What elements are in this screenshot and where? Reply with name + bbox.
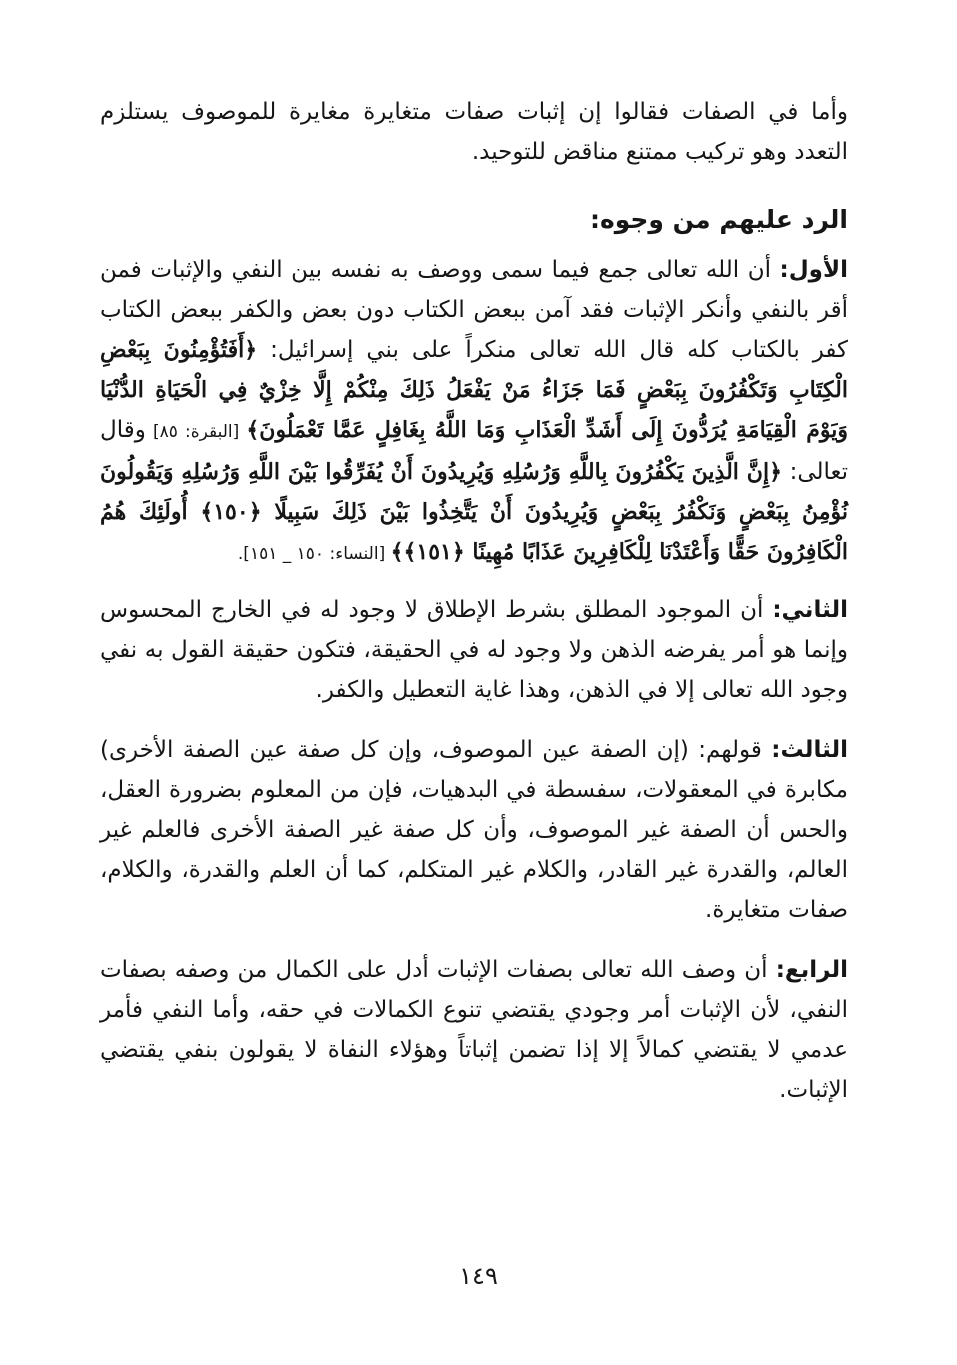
quran-verse: ﴿إِنَّ الَّذِينَ يَكْفُرُونَ بِاللَّهِ وَرُسُلِهِ وَيُرِيدُونَ أَنْ يُفَرِّقُوا بَيْنَ اللَّهِ وَرُسُلِهِ وَيَقُولُونَ نُؤْمِنُ بِبَعْضٍ وَنَكْفُرُ بِبَعْضٍ وَيُرِيدُونَ أَنْ يَتَّخِذُوا بَيْنَ ذَلِكَ سَبِيلًا ﴿١٥٠﴾ أُولَئِكَ هُمُ الْكَافِرُونَ حَقًّا وَأَعْتَدْنَا لِلْكَافِرِينَ عَذَابًا مُهِينًا ﴿١٥١﴾﴾ [100, 459, 849, 565]
page-body [100, 92, 848, 1130]
page-number: ١٤٩ [459, 1262, 498, 1290]
point-label: الأول: [779, 257, 848, 283]
verse-reference: [النساء: ١٥٠ _ ١٥١]. [237, 544, 391, 564]
point-text: أن الله تعالى جمع فيما سمى ووصف به نفسه بين النفي والإثبات فمن أقر بالنفي وأنكر الإثبات فقد آمن ببعض الكتاب دون بعض والكفر ببعض الكتاب كفر بالكتاب كله قال الله تعالى منكراً على بني إسرائيل: [100, 257, 848, 363]
point-text: أن وصف الله تعالى بصفات الإثبات أدل على الكمال من وصفه بصفات النفي، لأن الإثبات أمر وجودي يقتضي تنوع الكمالات في حقه، وأما النفي فأمر عدمي لا يقتضي كمالاً إلا إذا تضمن إثباتاً وهؤلاء النفاة لا يقولون بنفي يقتضي الإثبات. [100, 957, 848, 1103]
point-first [100, 250, 848, 574]
section-heading: الرد عليهم من وجوه: [589, 205, 848, 234]
point-label: الثاني: [772, 597, 848, 623]
intro-paragraph: وأما في الصفات فقالوا إن إثبات صفات متغايرة مغايرة للموصوف يستلزم التعدد وهو تركيب ممتنع مناقض للتوحيد. [100, 99, 848, 165]
quran-verse: ﴿أَفَتُؤْمِنُونَ بِبَعْضِ الْكِتَابِ وَتَكْفُرُونَ بِبَعْضٍ فَمَا جَزَاءُ مَنْ يَفْعَلُ ذَلِكَ مِنْكُمْ إِلَّا خِزْيٌ فِي الْحَيَاةِ الدُّنْيَا وَيَوْمَ الْقِيَامَةِ يُرَدُّونَ إِلَى أَشَدِّ الْعَذَابِ وَمَا اللَّهُ بِغَافِلٍ عَمَّا تَعْمَلُونَ﴾ [100, 337, 848, 443]
point-label: الرابع: [775, 957, 848, 983]
point-label: الثالث: [771, 737, 848, 763]
point-third [100, 730, 848, 930]
point-text: أن الموجود المطلق بشرط الإطلاق لا وجود له في الخارج المحسوس وإنما هو أمر يفرضه الذهن ولا وجود له في الحقيقة، فتكون حقيقة القول به نفي وجود الله تعالى إلا في الذهن، وهذا غاية التعطيل والكفر. [100, 597, 848, 703]
verse-reference: [البقرة: ٨٥] [145, 422, 247, 442]
point-fourth [100, 950, 848, 1110]
point-second [100, 590, 848, 710]
point-text: وقال تعالى: [100, 417, 849, 485]
point-text: قولهم: (إن الصفة عين الموصوف، وإن كل صفة عين الصفة الأخرى) مكابرة في المعقولات، سفسطة في البدهيات، فإن من المعلوم بضرورة العقل، والحس أن الصفة غير الموصوف، وأن كل صفة غير الصفة الأخرى فالعلم غير العالم، والقدرة غير القادر، والكلام غير المتكلم، كما أن العلم والقدرة، والكلام، صفات متغايرة. [100, 737, 848, 923]
